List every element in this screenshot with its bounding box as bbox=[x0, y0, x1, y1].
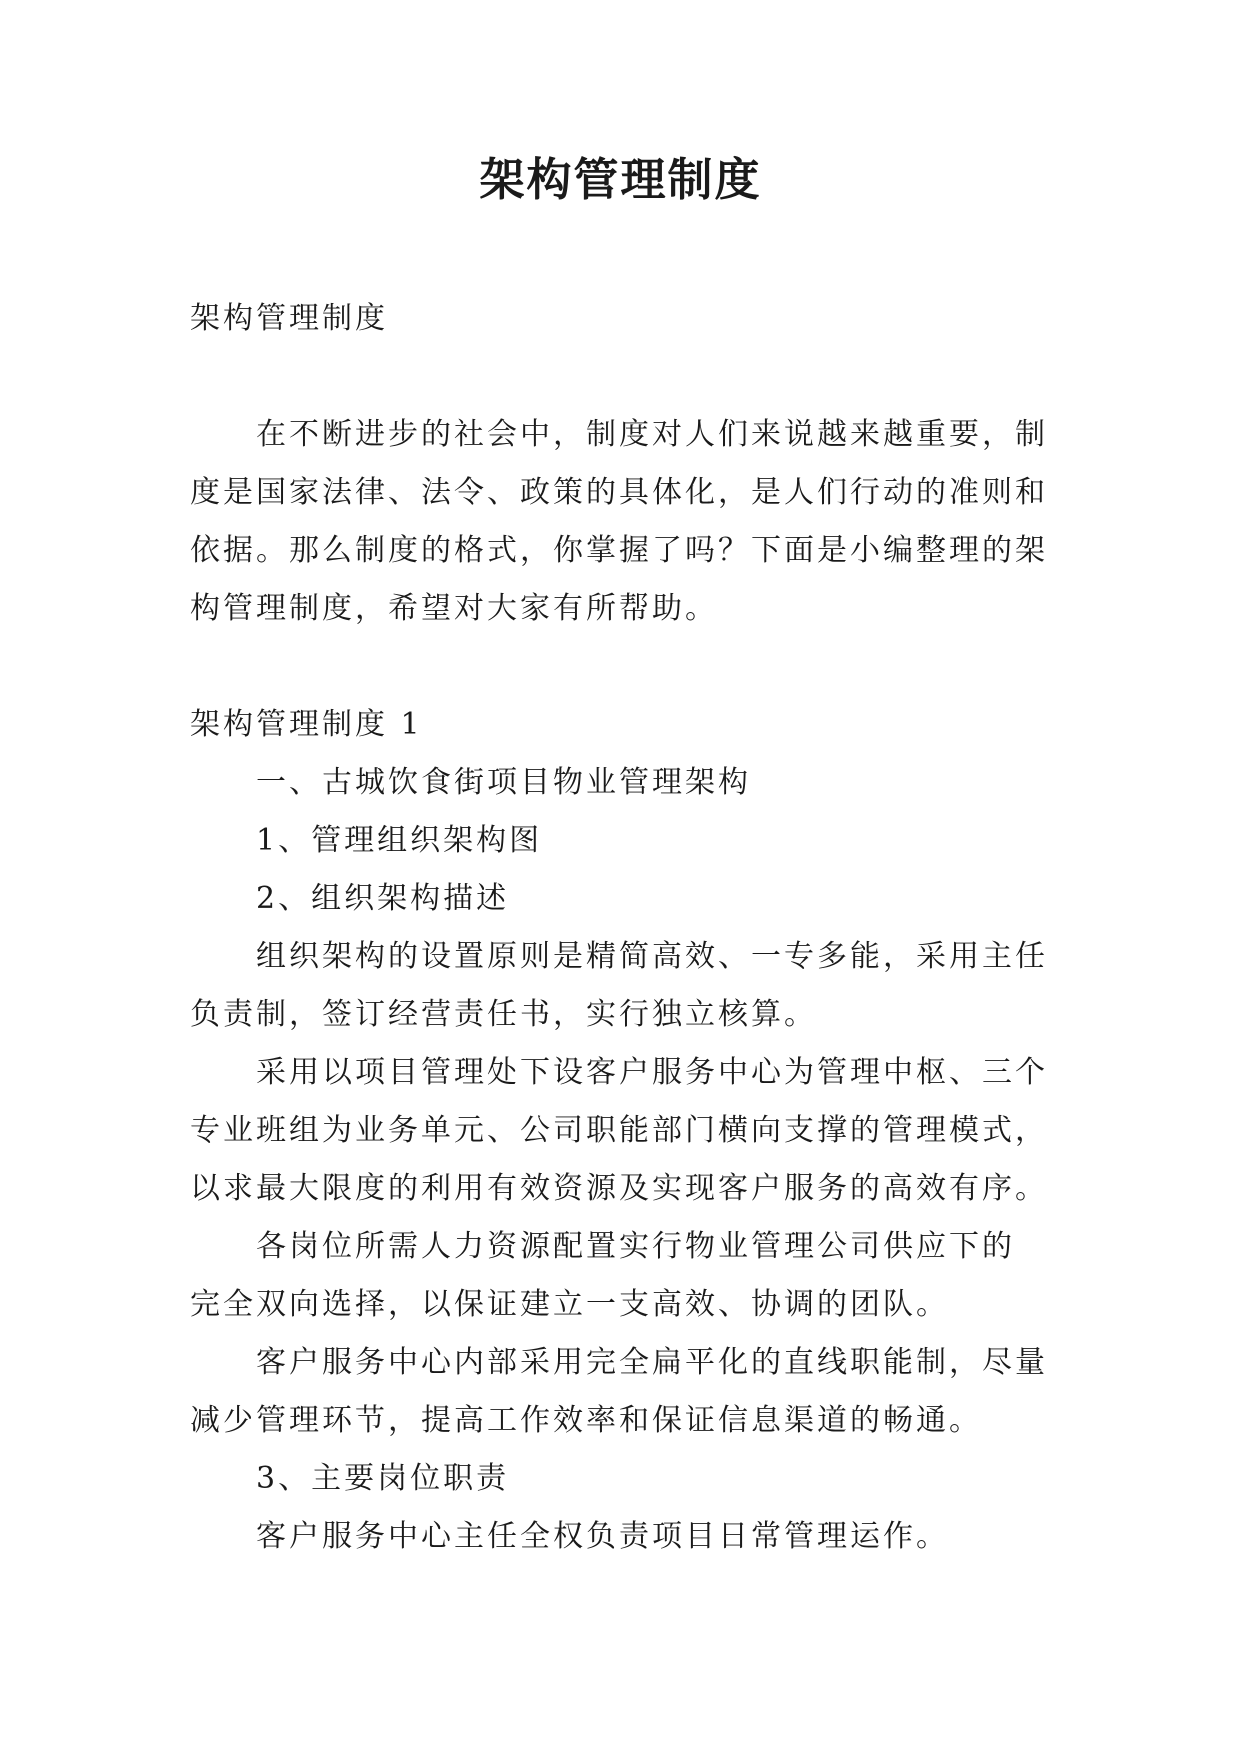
list-item: 1、管理组织架构图 bbox=[256, 823, 543, 858]
paragraph bbox=[190, 928, 1050, 1044]
paragraph-line: 完全双向选择，以保证建立一支高效、协调的团队。 bbox=[190, 1287, 949, 1322]
paragraph-line: 专业班组为业务单元、公司职能部门横向支撑的管理模式， bbox=[190, 1113, 1048, 1148]
document-title: 架构管理制度 bbox=[479, 153, 762, 206]
paragraph-line: 客户服务中心主任全权负责项目日常管理运作。 bbox=[256, 1519, 949, 1554]
paragraph-line: 减少管理环节，提高工作效率和保证信息渠道的畅通。 bbox=[190, 1403, 982, 1438]
paragraph bbox=[190, 1334, 1050, 1450]
paragraph bbox=[190, 1218, 1050, 1334]
intro-paragraph bbox=[190, 406, 1050, 638]
paragraph-line: 采用以项目管理处下设客户服务中心为管理中枢、三个 bbox=[256, 1055, 1048, 1090]
section-title: 架构管理制度 1 bbox=[190, 707, 423, 742]
list-item: 3、主要岗位职责 bbox=[256, 1461, 510, 1496]
paragraph-line: 客户服务中心内部采用完全扁平化的直线职能制，尽量 bbox=[256, 1345, 1048, 1380]
paragraph bbox=[190, 1044, 1050, 1218]
document-body bbox=[190, 290, 1050, 1566]
list-item: 2、组织架构描述 bbox=[256, 881, 510, 916]
intro-line: 度是国家法律、法令、政策的具体化，是人们行动的准则和 bbox=[190, 475, 1048, 510]
intro-line: 依据。那么制度的格式，你掌握了吗？下面是小编整理的架 bbox=[190, 533, 1048, 568]
document-subtitle: 架构管理制度 bbox=[190, 301, 388, 336]
section-heading: 一、古城饮食街项目物业管理架构 bbox=[256, 765, 751, 800]
intro-line: 构管理制度，希望对大家有所帮助。 bbox=[190, 591, 718, 626]
paragraph-line: 以求最大限度的利用有效资源及实现客户服务的高效有序。 bbox=[190, 1171, 1048, 1206]
paragraph-line: 各岗位所需人力资源配置实行物业管理公司供应下的 bbox=[256, 1229, 1015, 1264]
paragraph-line: 负责制，签订经营责任书，实行独立核算。 bbox=[190, 997, 817, 1032]
paragraph-line: 组织架构的设置原则是精简高效、一专多能，采用主任 bbox=[256, 939, 1048, 974]
intro-line: 在不断进步的社会中，制度对人们来说越来越重要，制 bbox=[256, 417, 1048, 452]
